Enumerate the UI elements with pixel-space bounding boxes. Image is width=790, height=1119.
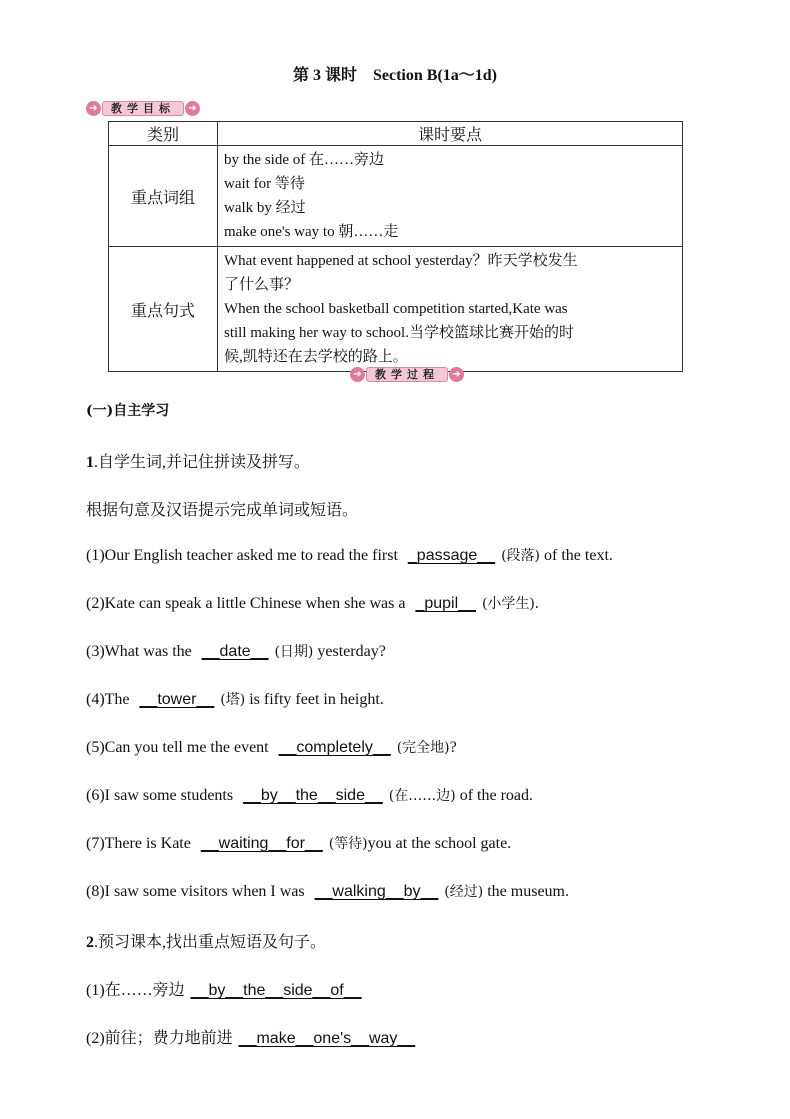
goals-table	[108, 121, 683, 372]
banner-label: 教学过程	[366, 367, 448, 382]
exercise-item	[86, 737, 457, 757]
sentence-line: still making her way to school.当学校篮球比赛开始的时	[224, 325, 574, 341]
exercise-prefix: (4)The	[86, 691, 134, 708]
chinese-hint: (段落)	[501, 548, 541, 564]
phrase-item: wait for 等待	[224, 176, 305, 192]
category-phrases: 重点词组	[109, 146, 218, 247]
column-header-category: 类别	[109, 122, 218, 146]
answer-blank: __tower__	[139, 691, 215, 708]
phrase-item: make one's way to 朝……走	[224, 224, 399, 240]
exercise-suffix: you at the school gate.	[367, 835, 512, 852]
sentence-list	[218, 247, 683, 372]
exercise-suffix: yesterday?	[313, 643, 386, 660]
arrow-right-icon: ➔	[350, 367, 365, 382]
exercise-item	[86, 881, 569, 901]
chinese-hint: (经过)	[444, 884, 484, 900]
exercise-prefix: (2)Kate can speak a little Chinese when she was a	[86, 595, 410, 612]
answer-blank: _pupil__	[415, 595, 476, 612]
instruction-text: 根据句意及汉语提示完成单词或短语。	[86, 502, 359, 519]
answer-blank: __completely__	[278, 739, 391, 756]
chinese-hint: (日期)	[274, 644, 314, 660]
lesson-number: 第 3 课时	[292, 67, 357, 84]
banner-label: 教学目标	[102, 101, 184, 116]
exercise-suffix: is fifty feet in height.	[245, 691, 384, 708]
phrase-item	[86, 1025, 421, 1048]
exercise-prefix: (5)Can you tell me the event	[86, 739, 273, 756]
phrase-item	[86, 977, 368, 1000]
answer-blank: __waiting__for__	[200, 835, 323, 852]
answer-blank: __by__the__side__	[243, 787, 383, 804]
task-text: .预习课本,找出重点短语及句子。	[94, 934, 327, 951]
exercise-item	[86, 593, 539, 613]
task2-heading	[86, 929, 326, 952]
task-text: .自学生词,并记住拼读及拼写。	[94, 454, 311, 471]
exercise-prefix: (1)Our English teacher asked me to read the first	[86, 547, 402, 564]
task1-heading	[86, 449, 310, 472]
chinese-hint: (塔)	[220, 692, 246, 708]
exercise-item	[86, 545, 613, 565]
exercise-prefix: (8)I saw some visitors when I was	[86, 883, 309, 900]
chinese-hint: (等待)	[328, 836, 368, 852]
answer-blank: _passage__	[407, 547, 496, 564]
exercise-suffix: ?	[449, 739, 457, 756]
exercise-suffix: the museum.	[483, 883, 569, 900]
teaching-process-banner	[350, 367, 464, 382]
phrase-prompt: (2)前往；费力地前进	[86, 1030, 233, 1047]
chinese-hint: (小学生)	[481, 596, 535, 612]
arrow-left-icon: ➔	[185, 101, 200, 116]
answer-blank: __date__	[201, 643, 269, 660]
section-heading: (一)自主学习	[86, 403, 170, 419]
exercise-suffix: .	[534, 595, 539, 612]
phrase-item: by the side of 在……旁边	[224, 152, 384, 168]
sentence-line: What event happened at school yesterday？昨天学校发生	[224, 253, 578, 269]
phrase-item: walk by 经过	[224, 200, 306, 216]
sentence-line: 了什么事？	[224, 277, 300, 293]
category-sentences: 重点句式	[109, 247, 218, 372]
arrow-right-icon: ➔	[86, 101, 101, 116]
table-row	[109, 146, 683, 247]
exercise-prefix: (6)I saw some students	[86, 787, 238, 804]
exercise-item	[86, 833, 511, 853]
exercise-prefix: (7)There is Kate	[86, 835, 195, 852]
sentence-line: 候,凯特还在去学校的路上。	[224, 349, 408, 365]
arrow-left-icon: ➔	[449, 367, 464, 382]
exercise-suffix: of the text.	[540, 547, 613, 564]
task-number: 1	[86, 454, 94, 471]
section-name: Section B(1a～1d)	[373, 67, 498, 84]
table-row	[109, 247, 683, 372]
chinese-hint: (完全地)	[396, 740, 450, 756]
exercise-prefix: (3)What was the	[86, 643, 196, 660]
column-header-points: 课时要点	[218, 122, 683, 146]
exercise-item	[86, 689, 384, 709]
exercise-suffix: of the road.	[455, 787, 534, 804]
phrase-prompt: (1)在……旁边	[86, 982, 185, 999]
chinese-hint: (在……边)	[388, 788, 456, 804]
teaching-goals-banner	[86, 101, 200, 116]
phrase-list	[218, 146, 683, 247]
task-number: 2	[86, 934, 94, 951]
answer-blank: __make__one's__way__	[238, 1030, 416, 1047]
answer-blank: __walking__by__	[314, 883, 439, 900]
exercise-item	[86, 785, 533, 805]
answer-blank: __by__the__side__of__	[190, 982, 362, 999]
sentence-line: When the school basketball competition started,Kate was	[224, 301, 568, 317]
exercise-item	[86, 641, 386, 661]
page-title	[0, 62, 790, 85]
